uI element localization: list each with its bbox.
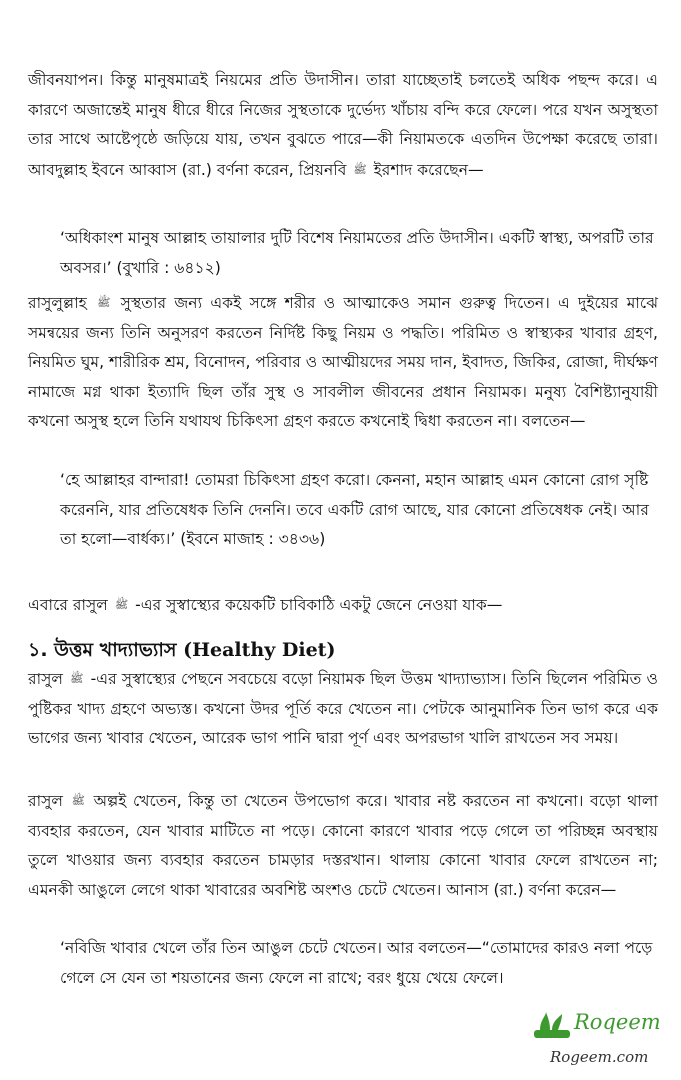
watermark-logo <box>532 1010 672 1072</box>
quote-ibn-majah: ‘হে আল্লাহর বান্দারা! তোমরা চিকিৎসা গ্রহণ করো। কেননা, মহান আল্লাহ এমন কোনো রোগ সৃষ্টি করেননি, যার প্রতিষেধক তিনি দেননি। তবে একটি রোগ আছে, যার কোনো প্রতিষেধক নেই। আর তা হলো—বার্ধক্য।’ (ইবনে মাজাহ : ৩৪৩৬) <box>60 471 649 548</box>
salawat-icon: ﷺ <box>114 598 129 611</box>
salawat-icon: ﷺ <box>97 296 111 309</box>
quote-anas: ‘নবিজি খাবার খেলে তাঁর তিন আঙুল চেটে খেতেন। আর বলতেন—“তোমাদের কারও নলা পড়ে গেলে সে যেন তা শয়তানের জন্য ফেলে না রাখে; বরং ধুয়ে খেয়ে ফেলে। <box>60 939 653 987</box>
paragraph-keys-intro: এবারে রাসুল ﷺ -এর সুস্বাস্থ্যের কয়েকটি চাবিকাঠি একটু জেনে নেওয়া যাক— <box>28 590 658 621</box>
quote-bukhari: ‘অধিকাংশ মানুষ আল্লাহ তায়ালার দুটি বিশেষ নিয়ামতের প্রতি উদাসীন। একটি স্বাস্থ্য, অপরটি তার অবসর।’ (বুখারি : ৬৪১২) <box>60 229 654 277</box>
paragraph-intro: জীবনযাপন। কিন্তু মানুষমাত্রই নিয়মের প্রতি উদাসীন। তারা যাচ্ছেতাই চলতেই অধিক পছন্দ করে। এ কারণে অজান্তেই মানুষ ধীরে ধীরে নিজের সুস্থতাকে দুর্ভেদ্য খাঁচায় বন্দি করে ফেলে। পরে যখন অসুস্থতা তার সাথে আষ্টেপৃষ্ঠে জড়িয়ে যায়, তখন বুঝতে পারে—কী নিয়ামতকে এতদিন উপেক্ষা করেছে তারা। আবদুল্লাহ ইবনে আব্বাস (রা.) বর্ণনা করেন, প্রিয়নবি ﷺ ইরশাদ করেছেন— <box>28 66 658 185</box>
salawat-icon: ﷺ <box>353 162 367 176</box>
section-heading: ১. উত্তম খাদ্যাভ্যাস (Healthy Diet) <box>28 639 336 661</box>
watermark-name: Roqeem <box>574 1010 661 1034</box>
watermark-url: Rogeem.com <box>550 1048 649 1066</box>
salawat-icon: ﷺ <box>71 794 85 807</box>
book-leaf-icon <box>532 1010 572 1042</box>
paragraph-diet: রাসুল ﷺ -এর সুস্বাস্থ্যের পেছনে সবচেয়ে বড়ো নিয়ামক ছিল উত্তম খাদ্যাভ্যাস। তিনি ছিলেন পরিমিত ও পুষ্টিকর খাদ্য গ্রহণে অভ্যস্ত। কখনো উদর পূর্তি করে খেতেন না। পেটকে আনুমানিক তিন ভাগ করে এক ভাগের জন্য খাবার খেতেন, আরেক ভাগ পানি দ্বারা পূর্ণ এবং অপরভাগ খালি রাখতেন সব সময়। <box>28 664 658 754</box>
paragraph-balance: রাসুলুল্লাহ ﷺ সুস্থতার জন্য একই সঙ্গে শরীর ও আত্মাকেও সমান গুরুত্ব দিতেন। এ দুইয়ের মাঝে সমন্বয়ের জন্য তিনি অনুসরণ করতেন নির্দিষ্ট কিছু নিয়ম ও পদ্ধতি। পরিমিত ও স্বাস্থ্যকর খাবার গ্রহণ, নিয়মিত ঘুম, শারীরিক শ্রম, বিনোদন, পরিবার ও আত্মীয়দের সময় দান, ইবাদত, জিকির, রোজা, দীর্ঘক্ষণ নামাজে মগ্ন থাকা ইত্যাদি ছিল তাঁর সুস্থ ও সাবলীল জীবনের প্রধান নিয়ামক। মনুষ্য বৈশিষ্ট্যানুযায়ী কখনো অসুস্থ হলে তিনি যথাযথ চিকিৎসা গ্রহণ করতে কখনোই দ্বিধা করতেন না। বলতেন— <box>28 288 658 437</box>
salawat-icon: ﷺ <box>70 672 84 685</box>
paragraph-eating-habits: রাসুল ﷺ অল্পই খেতেন, কিন্তু তা খেতেন উপভোগ করে। খাবার নষ্ট করতেন না কখনো। বড়ো থালা ব্যবহার করতেন, যেন খাবার মাটিতে না পড়ে। কোনো কারণে খাবার পড়ে গেলে তা পরিচ্ছন্ন অবস্থায় তুলে খাওয়ার জন্য ব্যবহার করতেন চামড়ার দস্তরখান। থালায় কোনো খাবার ফেলে রাখতেন না; এমনকী আঙুলে লেগে থাকা খাবারের অবশিষ্ট অংশও চেটে খেতেন। আনাস (রা.) বর্ণনা করেন— <box>28 786 658 905</box>
